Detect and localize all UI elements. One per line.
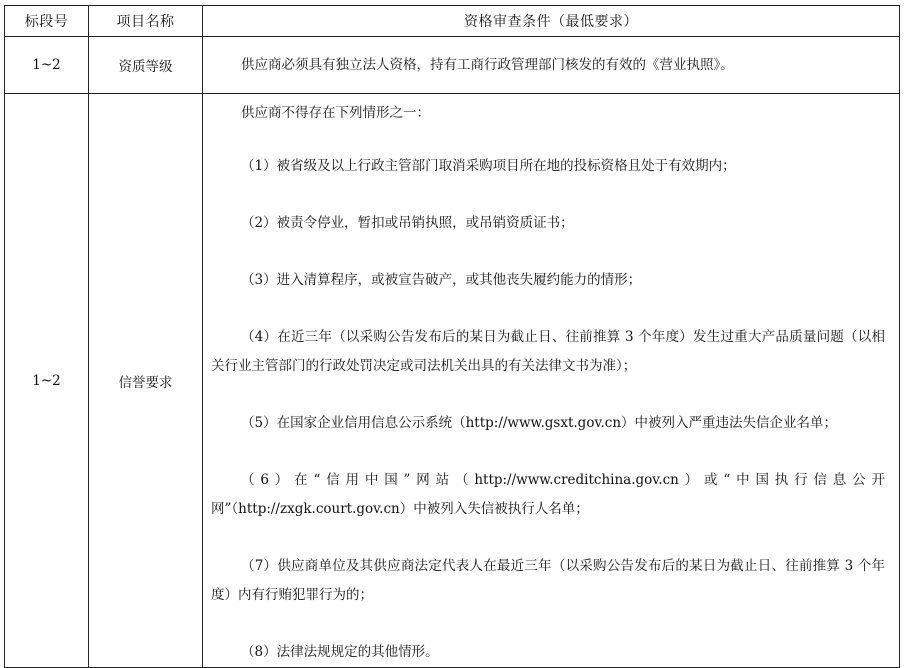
criteria-item: （7）供应商单位及其供应商法定代表人在最近三年（以采购公告发布后的某日为截止日、往前推算 3 个年度）内有行贿犯罪行为的；: [211, 558, 885, 603]
lot-no-cell: 1~2: [5, 94, 89, 668]
criteria-item: （1）被省级及以上行政主管部门取消采购项目所在地的投标资格且处于有效期内；: [241, 158, 736, 174]
item-name-cell: 信誉要求: [89, 94, 203, 668]
criteria-item: （4）在近三年（以采购公告发布后的某日为截止日、往前推算 3 个年度）发生过重大产品质量问题（以相关行业主管部门的行政处罚决定或司法机关出具的有关法律文书为准）；: [211, 329, 885, 374]
criteria-list: [203, 94, 899, 667]
criteria-cell: [203, 94, 900, 668]
qualification-table: [4, 5, 900, 668]
criteria-intro: 供应商不得存在下列情形之一：: [241, 105, 430, 121]
criteria-item: （6）在“信用中国”网站（http://www.creditchina.gov.cn）或“中国执行信息公开网”（http://zxgk.court.gov.cn）中被列入失信被执行人名单；: [211, 472, 885, 517]
criteria-item: （3）进入清算程序，或被宣告破产，或其他丧失履约能力的情形；: [241, 272, 642, 288]
header-lot-no: 标段号: [5, 6, 89, 37]
item-name-cell: 资质等级: [89, 37, 203, 94]
criteria-item: （5）在国家企业信用信息公示系统（http://www.gsxt.gov.cn）中被列入严重违法失信企业名单；: [241, 415, 838, 431]
criteria-cell: [203, 37, 900, 94]
table-row: [5, 94, 900, 668]
criteria-item: （8）法律法规规定的其他情形。: [241, 644, 439, 660]
criteria-text: 供应商必须具有独立法人资格，持有工商行政管理部门核发的有效的《营业执照》。: [241, 57, 734, 73]
header-criteria: 资格审查条件（最低要求）: [203, 6, 900, 37]
lot-no-cell: 1~2: [5, 37, 89, 94]
header-item-name: 项目名称: [89, 6, 203, 37]
criteria-item: （2）被责令停业，暂扣或吊销执照，或吊销资质证书；: [241, 215, 574, 231]
table-row: [5, 37, 900, 94]
header-row: [5, 6, 900, 37]
